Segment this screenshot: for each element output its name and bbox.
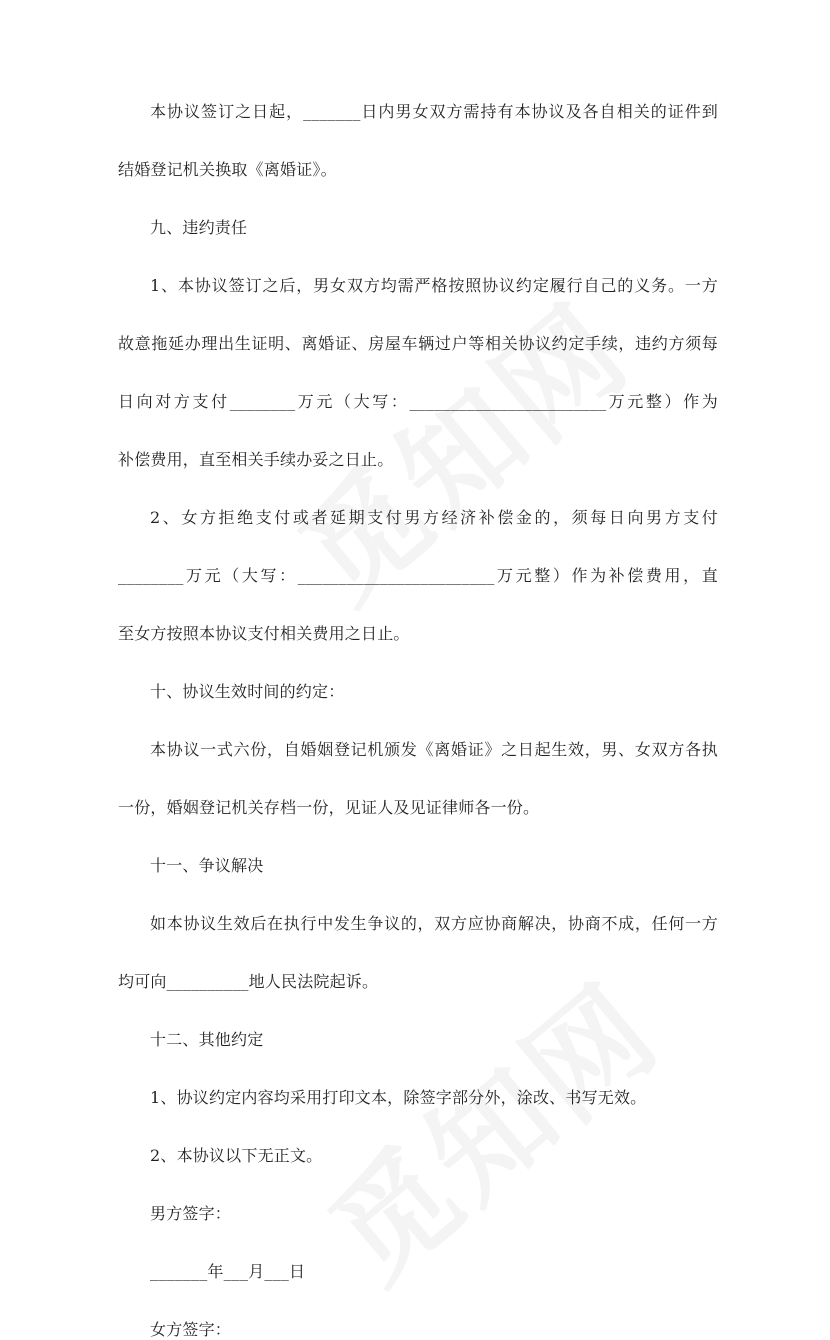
paragraph-line: 至女方按照本协议支付相关费用之日止。 — [118, 624, 410, 643]
paragraph-line: 均可向__________地人民法院起诉。 — [118, 972, 379, 991]
paragraph-line: 补偿费用，直至相关手续办妥之日止。 — [118, 450, 394, 469]
paragraph-line: 2、本协议以下无正文。 — [150, 1146, 323, 1165]
paragraph-line: 本协议一式六份，自婚姻登记机颁发《离婚证》之日起生效，男、女双方各执 — [150, 740, 718, 759]
section-heading: 十、协议生效时间的约定： — [150, 682, 345, 701]
paragraph-line: 1、本协议签订之后，男女双方均需严格按照协议约定履行自己的义务。一方 — [150, 276, 718, 295]
paragraph-line: 2、女方拒绝支付或者延期支付男方经济补偿金的，须每日向男方支付 — [150, 508, 718, 527]
signature-label-male: 男方签字： — [150, 1204, 232, 1223]
paragraph-line: 结婚登记机关换取《离婚证》。 — [118, 160, 337, 179]
paragraph-line: 故意拖延办理出生证明、离婚证、房屋车辆过户等相关协议约定手续，违约方须每 — [118, 334, 718, 353]
document-body — [118, 102, 718, 1340]
paragraph-line: 如本协议生效后在执行中发生争议的，双方应协商解决，协商不成，任何一方 — [150, 914, 718, 933]
paragraph-line: 日向对方支付________万元（大写：________________________万元整）作为 — [118, 392, 718, 411]
section-heading: 九、违约责任 — [150, 218, 248, 237]
signature-label-female: 女方签字： — [150, 1320, 232, 1339]
paragraph-line: 1、协议约定内容均采用打印文本，除签字部分外，涂改、书写无效。 — [150, 1088, 647, 1107]
signature-date: _______年___月___日 — [150, 1262, 306, 1281]
section-heading: 十二、其他约定 — [150, 1030, 264, 1049]
paragraph-line: ________万元（大写：________________________万元整）作为补偿费用，直 — [118, 566, 718, 585]
paragraph-line: 一份，婚姻登记机关存档一份，见证人及见证律师各一份。 — [118, 798, 540, 817]
paragraph-line: 本协议签订之日起，_______日内男女双方需持有本协议及各自相关的证件到 — [150, 102, 718, 121]
section-heading: 十一、争议解决 — [150, 856, 264, 875]
